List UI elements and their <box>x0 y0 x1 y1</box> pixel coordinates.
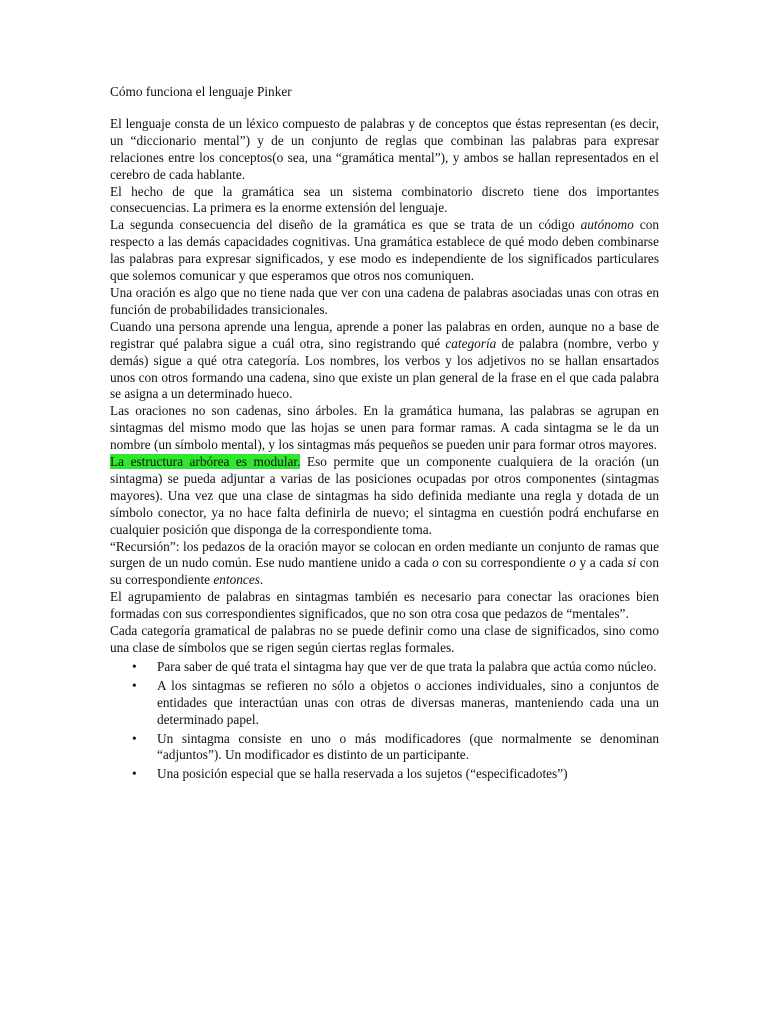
bullet-icon: • <box>132 766 137 782</box>
highlighted-text: La estructura arbórea es modular. <box>110 454 301 470</box>
paragraph-recursion <box>110 539 659 590</box>
list-item <box>110 659 659 676</box>
document-title: Cómo funciona el lenguaje Pinker <box>110 84 292 99</box>
list-item-text: Para saber de qué trata el sintagma hay que ver de que trata la palabra que actúa como núcleo. <box>157 658 657 674</box>
paragraph-sentences-are-trees: Las oraciones no son cadenas, sino árboles. En la gramática humana, las palabras se agrupan en sintagmas del mismo modo que las hojas se unen para formar ramas. A cada sintagma se le da un nombre (un símbolo mental), y los sintagmas más pequeños se pueden unir para formar otros mayores. <box>110 403 659 453</box>
paragraph-lexicon: El lenguaje consta de un léxico compuesto de palabras y de conceptos que éstas representan (es decir, un “diccionario mental”) y de un conjunto de reglas que combinan las palabras para expresar relaciones entre los conceptos(o sea, una “gramática mental”), y ambos se hallan representados en el cerebro de cada hablante. <box>110 115 659 182</box>
emphasis-entonces: entonces <box>213 572 260 588</box>
paragraph-grammatical-category: Cada categoría gramatical de palabras no se puede definir como una clase de significados, sino como una clase de símbolos que se rigen según ciertas reglas formales. <box>110 623 659 655</box>
bullet-icon: • <box>132 730 137 746</box>
paragraph-text: con su correspondiente <box>110 555 659 588</box>
bullet-icon: • <box>132 677 137 693</box>
paragraph-sentence-not-chain: Una oración es algo que no tiene nada que ver con una cadena de palabras asociadas unas con otras en función de probabilidades transicionales. <box>110 284 659 317</box>
paragraph-grouping-meaning: El agrupamiento de palabras en sintagmas también es necesario para conectar las oraciones bien formadas con sus correspondientes significados, que no son otra cosa que pedazos de “mentales”. <box>110 589 659 622</box>
emphasis-categoria: categoría <box>445 335 497 351</box>
paragraph-text: y a cada <box>575 555 628 571</box>
list-item <box>110 766 659 783</box>
paragraph-word-categories <box>110 319 659 404</box>
bullet-icon: • <box>132 658 137 674</box>
paragraph-text: La segunda consecuencia del diseño de la gramática es que se trata de un código <box>110 217 581 233</box>
paragraph-text: “Recursión”: los pedazos de la oración mayor se colocan en orden mediante un conjunto de ramas que surgen de un nudo común. Ese nudo mantiene unido a cada <box>110 538 659 571</box>
emphasis-autonomo: autónomo <box>580 217 634 233</box>
emphasis-o: o <box>432 555 439 571</box>
paragraph-text: con su correspondiente <box>438 555 570 571</box>
paragraph-text: con respecto a las demás capacidades cognitivas. Una gramática establece de qué modo deben combinarse las palabras para expresar significados, y ese modo es independiente de los significados particulares que solemos comunicar y que esperamos que otros nos comuniquen. <box>110 217 659 284</box>
list-item-text: Un sintagma consiste en uno o más modificadores (que normalmente se denominan “adjuntos”). Un modificador es distinto de un participante. <box>157 730 659 763</box>
paragraph-autonomous-code <box>110 217 659 285</box>
paragraph-text: de palabra (nombre, verbo y demás) sigue a qué otra categoría. Los nombres, los verbos y los adjetivos no se hallan ensartados unos con otros formando una cadena, sino que existe un plan general de la frase en el que cada palabra se asigna a un determinado hueco. <box>110 335 659 402</box>
paragraph-text: . <box>259 572 264 588</box>
list-item <box>110 678 659 729</box>
bullet-list <box>110 659 659 783</box>
list-item <box>110 731 659 765</box>
list-item-text: A los sintagmas se refieren no sólo a objetos o acciones individuales, sino a conjuntos de entidades que interactúan unas con otras de diversas maneras, manteniendo cada una un determinado papel. <box>157 677 659 727</box>
document-page <box>110 84 659 783</box>
emphasis-si: si <box>627 555 637 571</box>
paragraph-combinatorial-system: El hecho de que la gramática sea un sistema combinatorio discreto tiene dos importantes consecuencias. La primera es la enorme extensión del lenguaje. <box>110 183 659 216</box>
list-item-text: Una posición especial que se halla reservada a los sujetos (“especificadotes”) <box>157 766 568 782</box>
emphasis-o: o <box>569 555 576 571</box>
paragraph-text: Cuando una persona aprende una lengua, aprende a poner las palabras en orden, aunque no a base de registrar qué palabra sigue a cuál otra, sino registrando qué <box>110 318 659 351</box>
paragraph-modular-structure <box>110 454 659 539</box>
paragraph-text: Eso permite que un componente cualquiera de la oración (un sintagma) se pueda adjuntar a varias de las posiciones ocupadas por otros componentes (sintagmas mayores). Una vez que una clase de sintagmas ha sido definida mediante una regla y dotada de un símbolo conector, ya no hace falta definirla de nuevo; el sintagma en cuestión podrá enchufarse en cualquier posición que disponga de la correspondiente toma. <box>110 454 659 537</box>
